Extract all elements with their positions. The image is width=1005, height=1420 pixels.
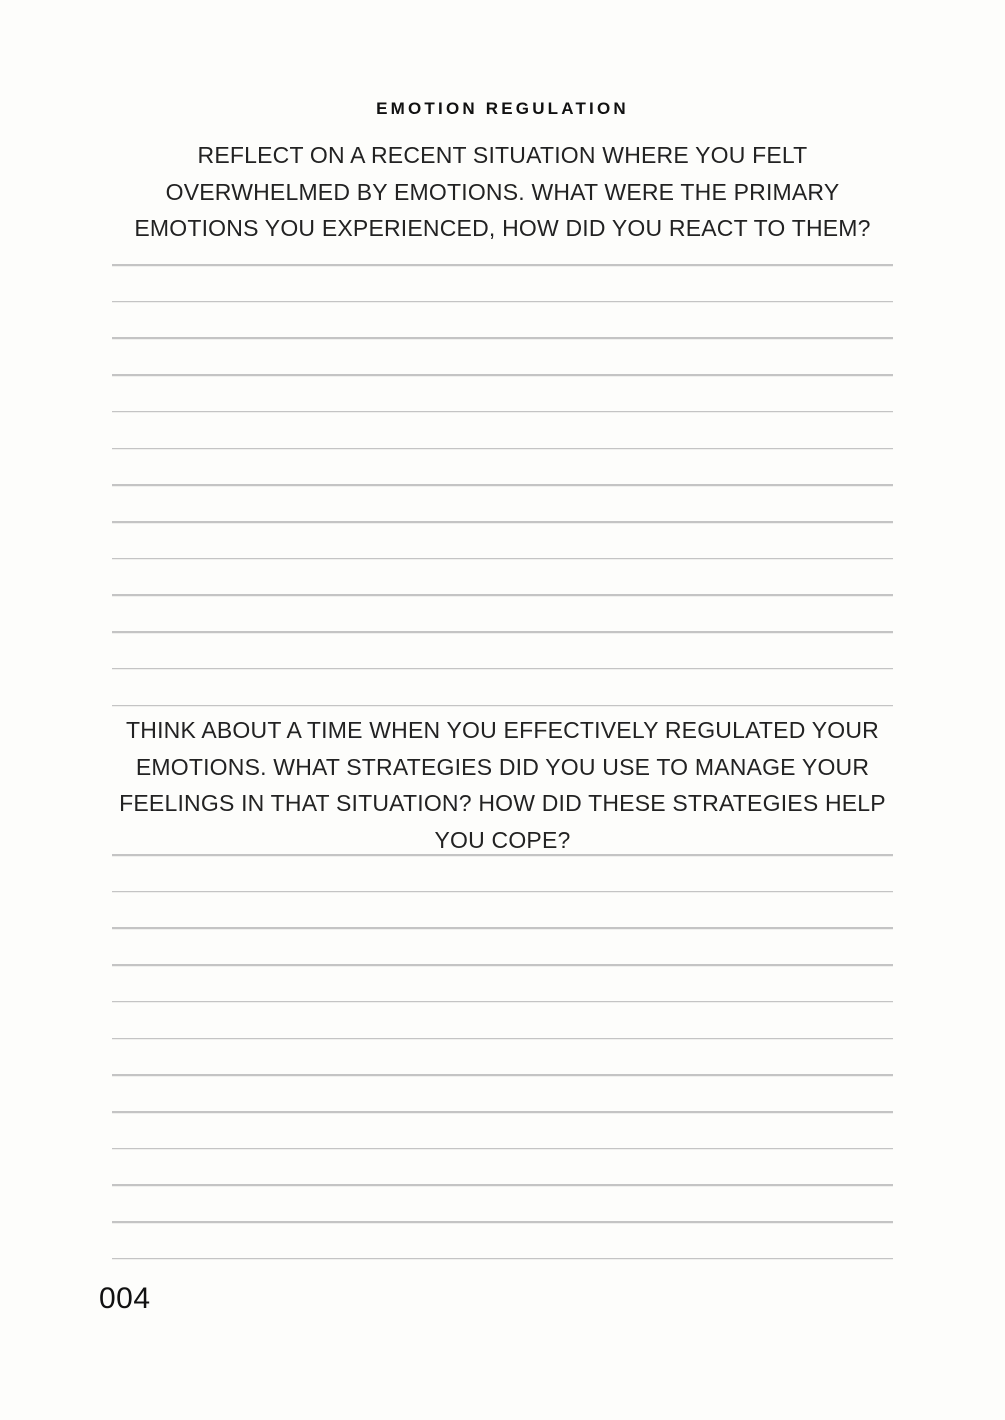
ruled-line: [112, 521, 893, 558]
ruled-line: [112, 411, 893, 448]
ruled-line: [112, 927, 893, 964]
ruled-line: [112, 1111, 893, 1148]
prompt-line: OVERWHELMED BY EMOTIONS. WHAT WERE THE PRIMARY: [165, 178, 840, 205]
ruled-line: [112, 337, 893, 374]
ruled-line: [112, 854, 893, 891]
prompt-line: THINK ABOUT A TIME WHEN YOU EFFECTIVELY REGULATED YOUR: [126, 717, 879, 743]
ruled-line: [112, 1148, 893, 1185]
prompt-line: REFLECT ON A RECENT SITUATION WHERE YOU FELT: [197, 142, 808, 168]
ruled-line: [112, 264, 893, 301]
prompt-text-1: [0, 137, 1005, 247]
ruled-line: [112, 891, 893, 928]
ruled-line: [112, 484, 893, 521]
page-title: EMOTION REGULATION: [376, 99, 629, 118]
ruled-line: [112, 558, 893, 595]
prompt-text-2: [0, 712, 1005, 859]
ruled-line: [112, 448, 893, 485]
prompt-line: FEELINGS IN THAT SITUATION? HOW DID THESE STRATEGIES HELP: [119, 790, 886, 817]
ruled-line: [112, 1001, 893, 1038]
ruled-line: [112, 1221, 893, 1258]
writing-lines-1: [112, 264, 893, 741]
ruled-line: [112, 594, 893, 631]
ruled-line: [112, 1038, 893, 1075]
prompt-line: EMOTIONS YOU EXPERIENCED, HOW DID YOU REACT TO THEM?: [134, 215, 871, 242]
writing-lines-2: [112, 854, 893, 1295]
ruled-line: [112, 1258, 893, 1295]
ruled-line: [112, 374, 893, 411]
prompt-line: YOU COPE?: [434, 827, 571, 854]
prompt-line: EMOTIONS. WHAT STRATEGIES DID YOU USE TO MANAGE YOUR: [135, 753, 870, 780]
page-number: 004: [99, 1282, 151, 1315]
ruled-line: [112, 301, 893, 338]
ruled-line: [112, 631, 893, 668]
ruled-line: [112, 964, 893, 1001]
ruled-line: [112, 1074, 893, 1111]
ruled-line: [112, 668, 893, 705]
ruled-line: [112, 1184, 893, 1221]
